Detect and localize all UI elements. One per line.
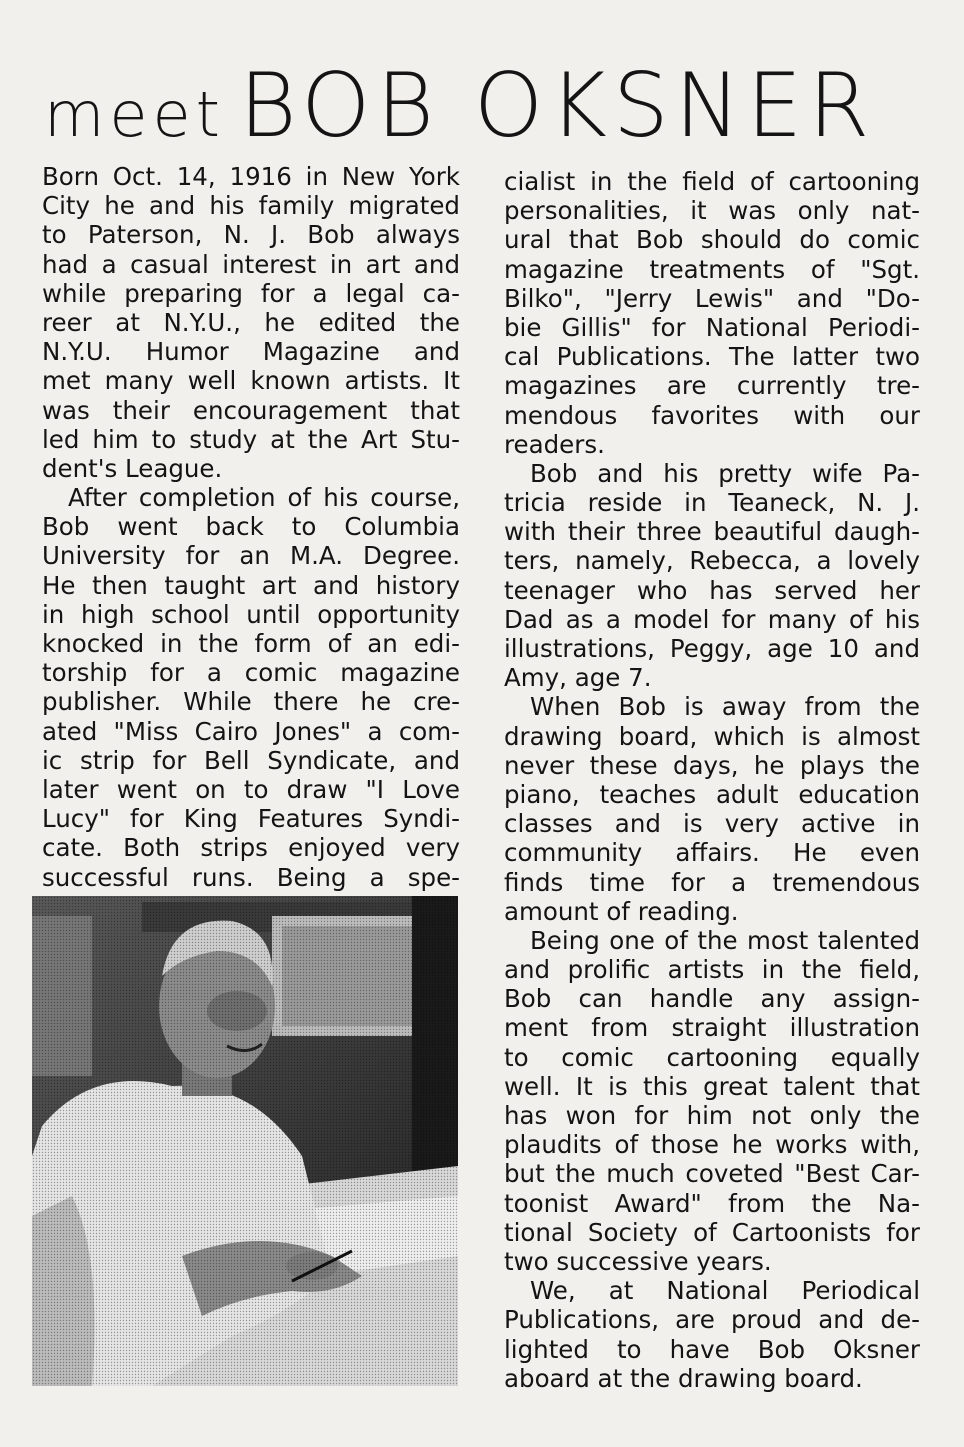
text-line: amount of reading. bbox=[504, 896, 739, 926]
text-line: knocked in the form of an edi- bbox=[42, 629, 460, 658]
text-line: We, at National Periodical bbox=[530, 1276, 920, 1306]
text-line: cate. Both strips enjoyed very bbox=[42, 833, 460, 863]
text-line: torship for a comic magazine bbox=[42, 658, 460, 688]
text-line: teenager who has served her bbox=[504, 575, 920, 605]
text-line: Bob and his pretty wife Pa- bbox=[530, 458, 920, 488]
text-line: publisher. While there he cre- bbox=[42, 687, 460, 717]
text-line: University for an M.A. Degree. bbox=[42, 541, 460, 571]
text-line: N.Y.U. Humor Magazine and bbox=[42, 337, 460, 367]
text-line: Born Oct. 14, 1916 in New York bbox=[42, 162, 460, 191]
text-line: aboard at the drawing board. bbox=[504, 1363, 863, 1393]
text-line: tional Society of Cartoonists for bbox=[504, 1217, 920, 1247]
text-line: ic strip for Bell Syndicate, and bbox=[42, 745, 460, 775]
left-column bbox=[42, 162, 460, 892]
text-line: successful runs. Being a spe- bbox=[42, 862, 460, 892]
text-line: Bilko", "Jerry Lewis" and "Do- bbox=[504, 283, 920, 313]
title-meet: meet bbox=[44, 78, 225, 151]
text-line: City he and his family migrated bbox=[42, 191, 460, 221]
text-line: cal Publications. The latter two bbox=[504, 342, 920, 372]
text-line: illustrations, Peggy, age 10 and bbox=[504, 634, 920, 663]
text-line: to comic cartooning equally bbox=[504, 1042, 920, 1072]
text-line: classes and is very active in bbox=[504, 809, 920, 839]
text-line: had a casual interest in art and bbox=[42, 249, 460, 279]
text-line: to Paterson, N. J. Bob always bbox=[42, 220, 460, 250]
text-line: was their encouragement that bbox=[42, 395, 460, 425]
title-name: BOB OKSNER bbox=[239, 54, 876, 157]
text-line: ment from straight illustration bbox=[504, 1013, 920, 1043]
text-line: tricia reside in Teaneck, N. J. bbox=[504, 488, 920, 518]
text-line: personalities, it was only nat- bbox=[504, 196, 920, 226]
text-line: ters, namely, Rebecca, a lovely bbox=[504, 546, 920, 576]
text-line: while preparing for a legal ca- bbox=[42, 278, 460, 308]
text-line: mendous favorites with our bbox=[504, 400, 920, 430]
text-line: finds time for a tremendous bbox=[504, 867, 920, 897]
text-line: Amy, age 7. bbox=[504, 663, 652, 693]
text-line: He then taught art and history bbox=[42, 570, 460, 600]
text-line: but the much coveted "Best Car- bbox=[504, 1159, 920, 1189]
text-line: piano, teaches adult education bbox=[504, 779, 920, 809]
text-line: and prolific artists in the field, bbox=[504, 955, 920, 985]
article-title bbox=[44, 54, 876, 162]
text-line: never these days, he plays the bbox=[504, 750, 920, 780]
text-line: drawing board, which is almost bbox=[504, 721, 920, 751]
text-line: ural that Bob should do comic bbox=[504, 225, 920, 255]
text-line: two successive years. bbox=[504, 1246, 772, 1276]
text-line: met many well known artists. It bbox=[42, 366, 460, 396]
text-line: Lucy" for King Features Syndi- bbox=[42, 804, 460, 834]
text-line: cialist in the field of cartooning bbox=[504, 167, 920, 196]
text-line: with their three beautiful daugh- bbox=[504, 517, 920, 547]
text-line: plaudits of those he works with, bbox=[504, 1130, 920, 1160]
text-line: reer at N.Y.U., he edited the bbox=[42, 307, 460, 337]
text-line: dent's League. bbox=[42, 453, 223, 483]
text-line: When Bob is away from the bbox=[530, 692, 920, 722]
text-line: Bob can handle any assign- bbox=[504, 984, 920, 1014]
portrait-photo bbox=[32, 896, 458, 1386]
text-line: led him to study at the Art Stu- bbox=[42, 424, 460, 454]
text-line: well. It is this great talent that bbox=[504, 1071, 920, 1101]
text-line: magazine treatments of "Sgt. bbox=[504, 254, 920, 284]
right-column bbox=[504, 167, 920, 1393]
text-line: Bob went back to Columbia bbox=[42, 512, 460, 542]
text-line: readers. bbox=[504, 429, 605, 459]
text-line: ated "Miss Cairo Jones" a com- bbox=[42, 716, 460, 746]
text-line: toonist Award" from the Na- bbox=[504, 1188, 920, 1218]
text-line: Dad as a model for many of his bbox=[504, 604, 920, 634]
text-line: bie Gillis" for National Periodi- bbox=[504, 312, 920, 342]
text-line: magazines are currently tre- bbox=[504, 371, 920, 401]
text-line: Publications, are proud and de- bbox=[504, 1305, 920, 1335]
text-line: in high school until opportunity bbox=[42, 599, 460, 629]
text-line: After completion of his course, bbox=[68, 483, 460, 513]
text-line: has won for him not only the bbox=[504, 1101, 920, 1130]
text-line: community affairs. He even bbox=[504, 838, 920, 868]
text-line: Being one of the most talented bbox=[530, 925, 920, 955]
text-line: later went on to draw "I Love bbox=[42, 774, 460, 804]
text-line: lighted to have Bob Oksner bbox=[504, 1334, 920, 1364]
